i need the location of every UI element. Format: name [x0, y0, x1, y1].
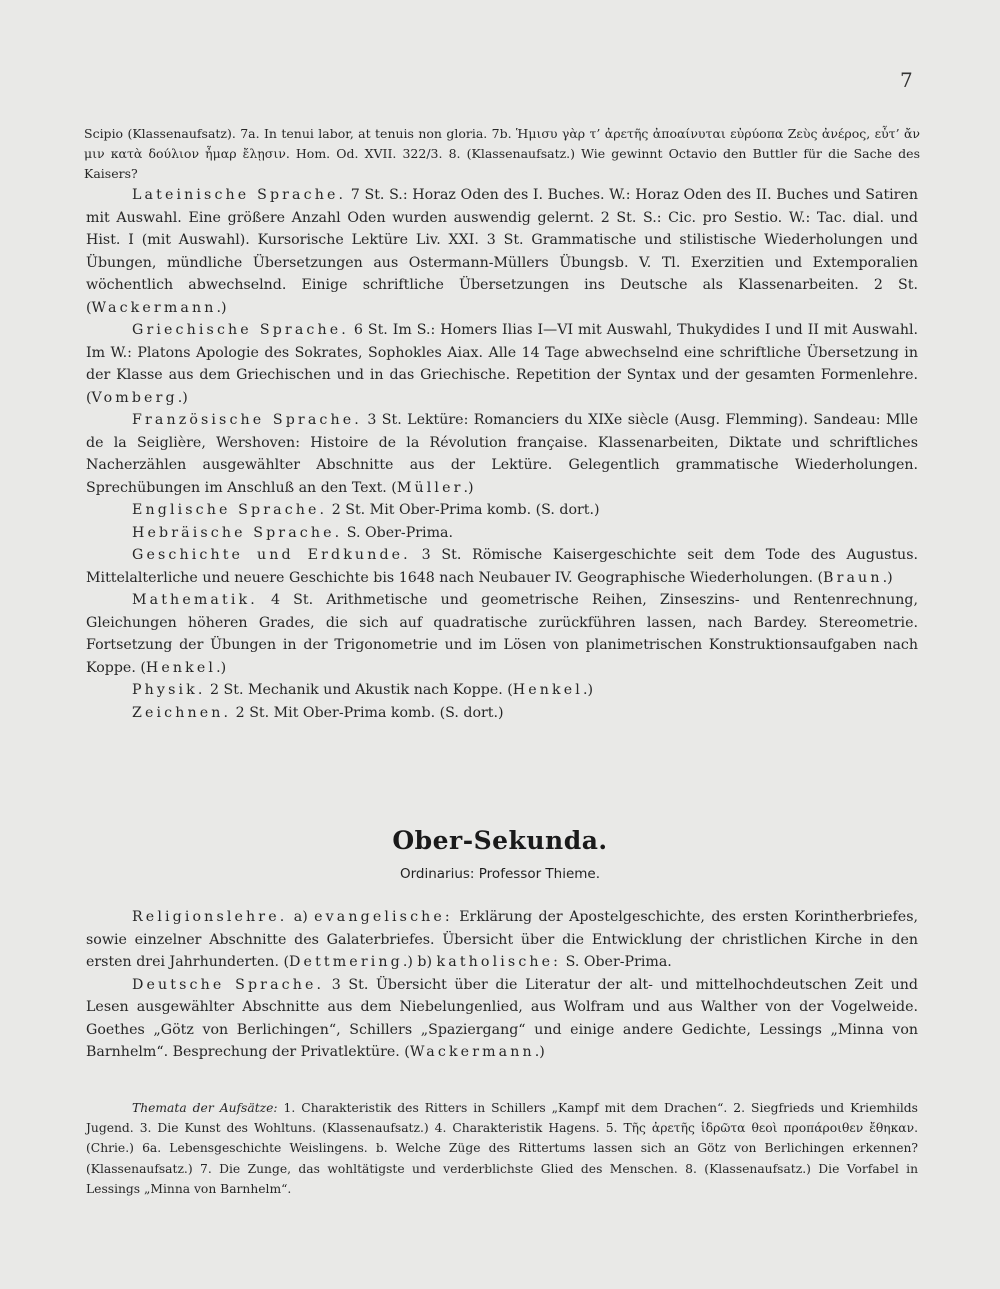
subject-tail: .)	[402, 954, 413, 970]
subject-name: Mathematik.	[132, 592, 258, 608]
option-label: b)	[412, 954, 437, 970]
religion-paragraph	[86, 906, 918, 974]
subject-name: Griechische Sprache.	[132, 322, 349, 338]
unter-prima-subjects	[86, 184, 918, 724]
subject-text: 6 St. Im S.: Homers Ilias I—VI mit Auswahl, Thukydides I und II mit Auswahl. Im W.: Platons Apologie des Sokrates, Sophokles Aiax. Alle 14 Tage abwechselnd eine schriftliche Übersetzung in der Klasse aus dem Griechischen und in das Griechische. Repetition der Syntax und der gesamten Formenlehre. (	[86, 322, 918, 406]
subject-paragraph	[86, 589, 918, 679]
denomination: evangelische:	[314, 909, 453, 925]
subject-name: Physik.	[132, 682, 206, 698]
subject-paragraph	[86, 544, 918, 589]
subject-text: S. Ober-Prima.	[342, 524, 454, 541]
subject-text: 7 St. S.: Horaz Oden des I. Buches. W.: Horaz Oden des II. Buches und Satiren mit Auswahl. Eine größere Anzahl Oden wurden auswendig gelernt. 2 St. S.: Cic. pro Sestio. W.: Tac. dial. und Hist. I (mit Auswahl). Kursorische Lektüre Liv. XXI. 3 St. Grammatische und stilistische Wiederholungen und Übungen, mündliche Übersetzungen aus Ostermann-Müllers Übungsb. V. Tl. Exerzitien und Extemporalien wöchentlich abwechselnd. Einige schriftliche Übersetzungen ins Deutsche als Klassenarbeiten. 2 St. (	[86, 187, 918, 316]
teacher-name: Henkel	[512, 682, 583, 698]
teacher-name: Vomberg	[91, 389, 178, 406]
subject-tail: .)	[534, 1044, 545, 1060]
subject-paragraph	[86, 409, 918, 499]
teacher-name: Wackermann	[409, 1044, 535, 1060]
teacher-name: Wackermann	[91, 299, 217, 316]
subject-tail: .)	[216, 659, 227, 676]
subject-name: Lateinische Sprache.	[132, 187, 347, 203]
subject-text: 2 St. Mit Ober-Prima komb. (S. dort.)	[231, 704, 504, 721]
subject-tail: .)	[216, 299, 227, 316]
subject-name: Zeichnen.	[132, 704, 232, 721]
subject-text: 3 St. Lektüre: Romanciers du XIXe siècle (Ausg. Flemming). Sandeau: Mlle de la Seiglière, Wershoven: Histoire de la Révolution française. Klassenarbeiten, Diktate und schriftliches Nacherzählen ausgewählter Abschnitte aus der Lektüre. Gelegentlich grammatische Wiederholungen. Sprechübungen im Anschluß an den Text. (	[86, 412, 918, 496]
section-heading: Ober-Sekunda.	[392, 826, 608, 855]
subject-paragraph	[86, 319, 918, 409]
subject-name: Englische Sprache.	[132, 502, 328, 518]
option-label: a)	[287, 909, 315, 925]
subject-text: 4 St. Arithmetische und geometrische Reihen, Zinseszins- und Rentenrechnung, Gleichungen höheren Grades, die sich auf quadratische zurückführen lassen, nach Bardey. Stereometrie. Fortsetzung der Übungen in der Trigonometrie und im Lösen von planimetrischen Konstruktionsaufgaben nach Koppe. (	[86, 592, 918, 676]
deutsch-paragraph	[86, 974, 918, 1064]
subject-text: 3 St. Römische Kaisergeschichte seit dem Tode des Augustus. Mittelalterliche und neuere Geschichte bis 1648 nach Neubauer IV. Geographische Wiederholungen. (	[86, 547, 918, 586]
teacher-name: Müller	[396, 479, 464, 496]
themata-text: 1. Charakteristik des Ritters in Schillers „Kampf mit dem Drachen“. 2. Siegfrieds und Kriemhilds Jugend. 3. Die Kunst des Wohltuns. (Klassenaufsatz.) 4. Charakteristik Hagens. 5. Τῆς ἀρετῆς ἱδρῶτα θεοὶ προπάροιθεν ἔθηκαν. (Chrie.) 6a. Lebensgeschichte Weislingens. b. Welche Züge des Rittertums lassen sich an Götz von Berlichingen erkennen? (Klassenaufsatz.) 7. Die Zunge, das wohltätigste und verderblichste Glied des Menschen. 8. (Klassenaufsatz.) Die Vorfabel in Lessings „Minna von Barnhelm“.	[86, 1101, 918, 1196]
subject-text: 2 St. Mechanik und Akustik nach Koppe. (	[205, 682, 513, 698]
subject-text: S. Ober-Prima.	[561, 954, 672, 970]
subject-text: Erklärung der Apostelgeschichte, des ersten Korintherbriefes, sowie einzelner Abschnitte des Galaterbriefes. Übersicht über die Entwicklung der christlichen Kirche in den ersten drei Jahrhunderten. (	[86, 909, 918, 970]
subject-name: Religionslehre.	[132, 909, 288, 925]
subject-paragraph	[86, 499, 918, 522]
denomination: katholische:	[436, 954, 562, 970]
subject-name: Hebräische Sprache.	[132, 524, 343, 541]
teacher-name: Braun	[823, 569, 883, 586]
page-number: 7	[900, 68, 913, 92]
subject-paragraph	[86, 679, 918, 702]
subject-name: Deutsche Sprache.	[132, 976, 325, 993]
subject-name: Französische Sprache.	[132, 412, 362, 428]
teacher-name: Dettmering	[289, 954, 403, 970]
subject-tail: .)	[882, 569, 893, 586]
subject-text: 2 St. Mit Ober-Prima komb. (S. dort.)	[327, 502, 600, 518]
ordinarius-line: Ordinarius: Professor Thieme.	[399, 866, 601, 882]
subject-tail: .)	[463, 479, 474, 496]
intro-paragraph: Scipio (Klassenaufsatz). 7a. In tenui labor, at tenuis non gloria. 7b. Ἡμισυ γὰρ τ’ ἀρετῆς ἀποαίνυται εὐρύοπα Ζεὺς ἀνέρος, εὖτ’ ἄν μιν κατὰ δούλιον ἦμαρ ἔλῃσιν. Hom. Od. XVII. 322/3. 8. (Klassenaufsatz.) Wie gewinnt Octavio den Buttler für die Sache des Kaisers?	[84, 126, 920, 181]
subject-paragraph	[86, 702, 918, 725]
subject-tail: .)	[177, 389, 188, 406]
subject-name: Geschichte und Erdkunde.	[132, 547, 411, 563]
subject-paragraph	[86, 522, 918, 545]
subject-paragraph	[86, 184, 918, 319]
themata-paragraph	[86, 1098, 918, 1199]
themata-label: Themata der Aufsätze:	[132, 1101, 278, 1115]
subject-text: 3 St. Übersicht über die Literatur der alt- und mittelhochdeutschen Zeit und Lesen ausgewählter Abschnitte aus dem Niebelungenlied, aus Wolfram und aus Walther von der Vogelweide. Goethes „Götz von Berlichingen“, Schillers „Spaziergang“ und einige andere Gedichte, Lessings „Minna von Barnhelm“. Besprechung der Privatlektüre. (	[86, 976, 918, 1060]
teacher-name: Henkel	[145, 659, 217, 676]
ober-sekunda-subjects	[86, 906, 918, 1064]
subject-tail: .)	[582, 682, 594, 698]
